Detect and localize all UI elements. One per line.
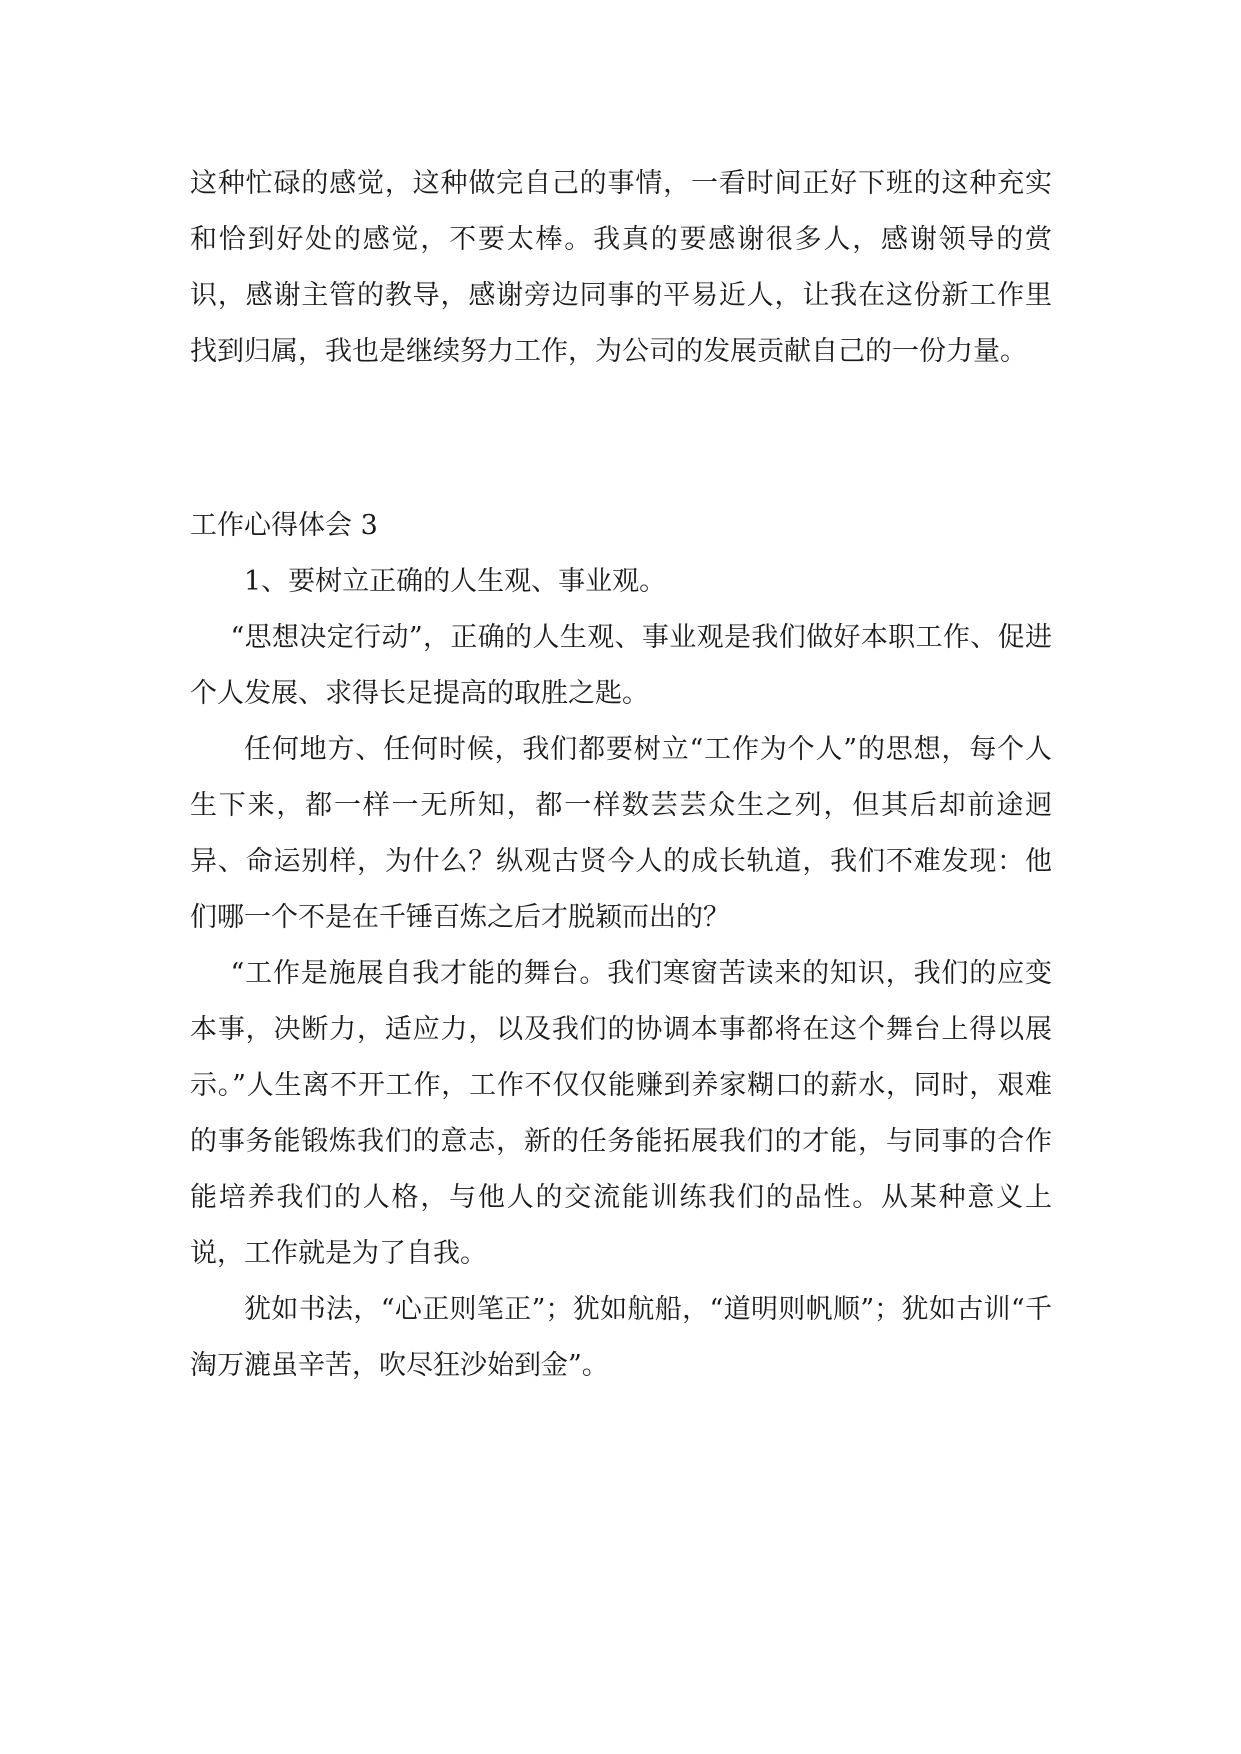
paragraph-intro: 这种忙碌的感觉，这种做完自己的事情，一看时间正好下班的这种充实和恰到好处的感觉，不要太棒。我真的要感谢很多人，感谢领导的赏识，感谢主管的教导，感谢旁边同事的平易近人，让我在这份新工作里找到归属，我也是继续努力工作，为公司的发展贡献自己的一份力量。 xyxy=(190,168,1052,367)
paragraph-work-stage: “工作是施展自我才能的舞台。我们寒窗苦读来的知识，我们的应变本事，决断力，适应力，以及我们的协调本事都将在这个舞台上得以展示。”人生离不开工作，工作不仅仅能赚到养家糊口的薪水，同时，艰难的事务能锻炼我们的意志，新的任务能拓展我们的才能，与同事的合作能培养我们的人格，与他人的交流能训练我们的品性。从某种意义上说，工作就是为了自我。 xyxy=(190,958,1052,1269)
paragraph-calligraphy: 犹如书法，“心正则笔正”；犹如航船，“道明则帆顺”；犹如古训“千淘万漉虽辛苦，吹尽狂沙始到金”。 xyxy=(190,1294,1052,1381)
paragraph-thought-action: “思想决定行动”，正确的人生观、事业观是我们做好本职工作、促进个人发展、求得长足提高的取胜之匙。 xyxy=(190,622,1052,709)
section-heading: 工作心得体会 3 xyxy=(190,510,378,541)
document-page xyxy=(190,156,1052,1394)
paragraph-point-1: 1、要树立正确的人生观、事业观。 xyxy=(244,566,667,597)
paragraph-work-for-self: 任何地方、任何时候，我们都要树立“工作为个人”的思想，每个人生下来，都一样一无所知，都一样数芸芸众生之列，但其后却前途迥异、命运别样，为什么？纵观古贤今人的成长轨道，我们不难发现：他们哪一个不是在千锤百炼之后才脱颖而出的？ xyxy=(190,734,1052,933)
